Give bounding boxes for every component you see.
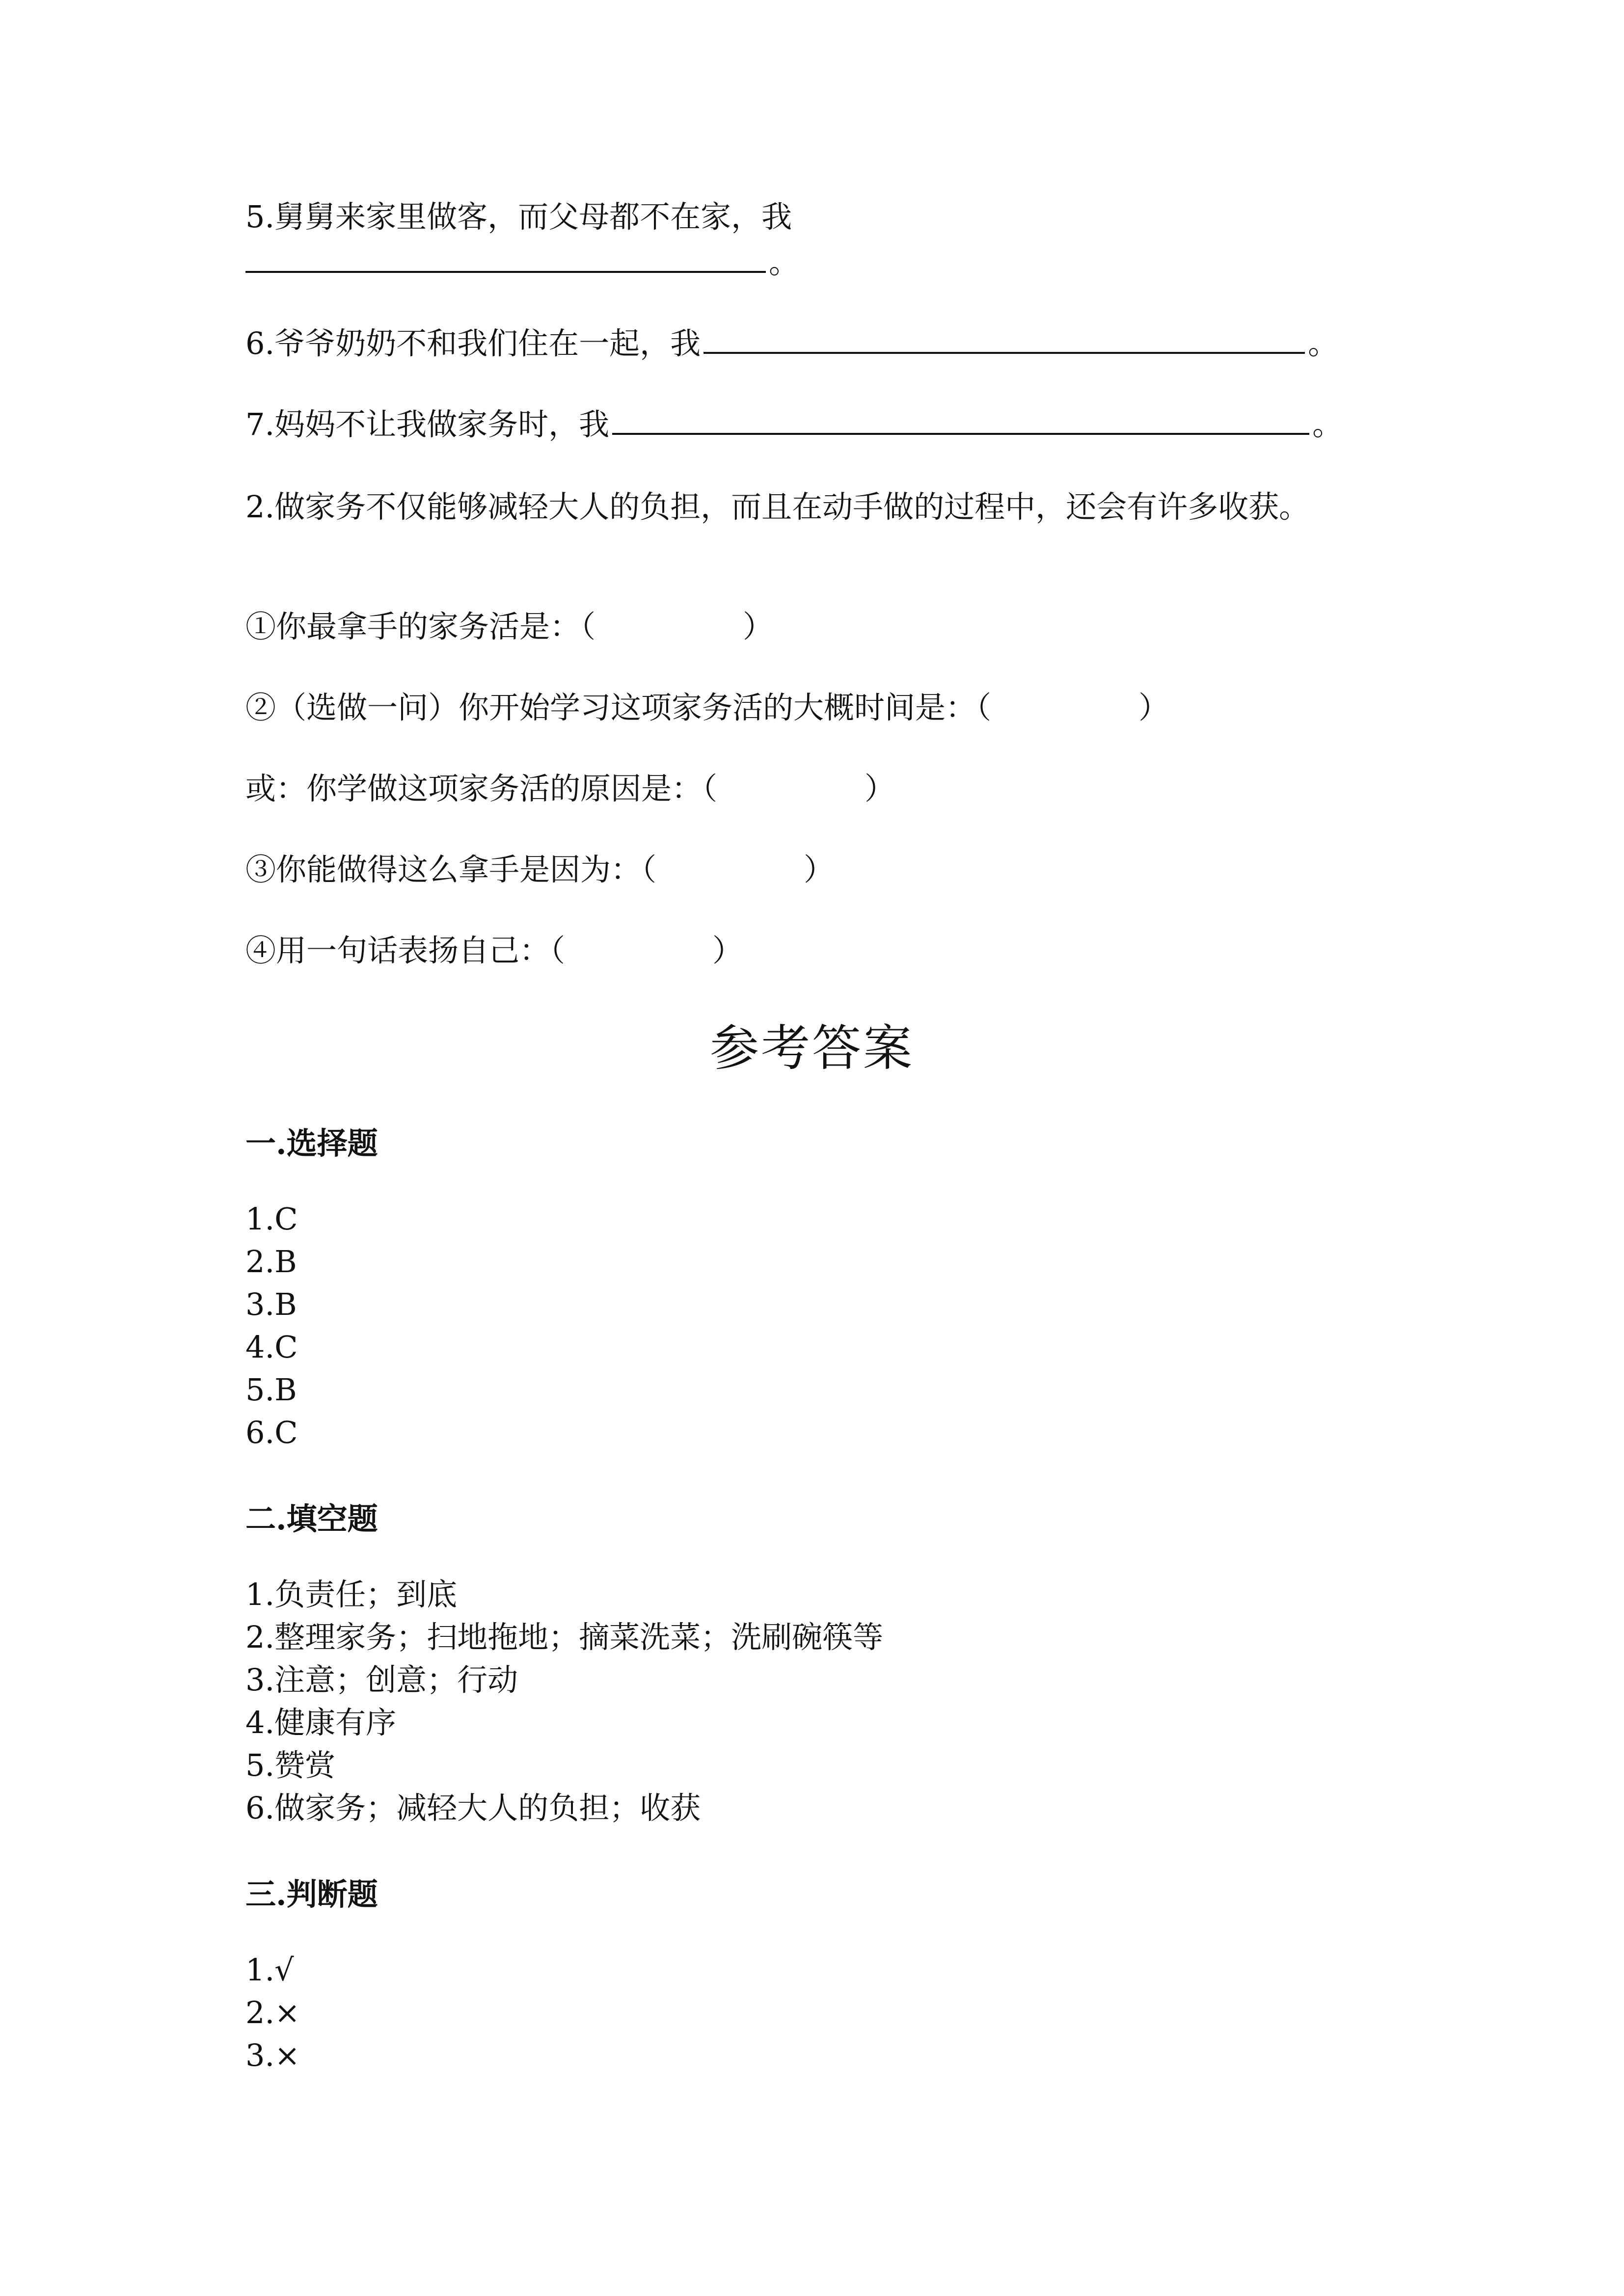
answer-key-title: 参考答案	[710, 1019, 914, 1077]
question-5-text: 5.舅舅来家里做客，而父母都不在家，我	[245, 199, 792, 235]
answer-list-judge	[245, 1949, 300, 2077]
question-6-end: 。	[1308, 325, 1339, 361]
sub-question-2	[245, 687, 1169, 728]
answer-item: 1.负责任；到底	[245, 1576, 458, 1612]
question-5-answer-line	[245, 240, 799, 283]
answer-item: 1.√	[245, 1952, 294, 1988]
question-5	[245, 196, 792, 238]
answer-item: 4.健康有序	[245, 1705, 397, 1740]
close-paren: ）	[865, 771, 895, 806]
answer-blank-5[interactable]	[245, 240, 766, 273]
answer-item: 2.B	[245, 1244, 297, 1280]
question-2: 2.做家务不仅能够减轻大人的负担，而且在动手做的过程中，还会有许多收获。	[245, 489, 1310, 525]
answer-item: 4.C	[245, 1329, 298, 1365]
answer-item: 5.B	[245, 1372, 297, 1408]
sub-question-3	[245, 849, 834, 890]
sub-question-4	[245, 930, 743, 971]
sub-question-2b-text: 或：你学做这项家务活的原因是：（	[245, 771, 718, 806]
answer-item: 3.×	[245, 2037, 300, 2073]
question-7-text: 7.妈妈不让我做家务时，我	[245, 406, 610, 442]
section-heading-judge: 三.判断题	[245, 1876, 378, 1912]
close-paren: ）	[804, 852, 835, 887]
question-6-text: 6.爷爷奶奶不和我们住在一起，我	[245, 325, 701, 361]
answer-item: 2.×	[245, 1995, 300, 2030]
answer-blank-7[interactable]	[612, 402, 1309, 435]
answer-item: 6.做家务；减轻大人的负担；收获	[245, 1790, 701, 1826]
sub-question-2-text: ②（选做一问）你开始学习这项家务活的大概时间是：（	[245, 690, 992, 725]
close-paren: ）	[712, 933, 743, 968]
answer-list-choice	[245, 1198, 298, 1454]
answer-item: 1.C	[245, 1201, 298, 1237]
section-heading-fill: 二.填空题	[245, 1501, 378, 1537]
question-7	[245, 402, 1343, 445]
answer-item: 2.整理家务；扫地拖地；摘菜洗菜；洗刷碗筷等	[245, 1619, 884, 1655]
answer-list-fill	[245, 1573, 883, 1829]
sub-question-1	[245, 606, 773, 647]
close-paren: ）	[1138, 690, 1169, 725]
section-heading-choice: 一.选择题	[245, 1125, 378, 1161]
answer-item: 3.注意；创意；行动	[245, 1662, 518, 1698]
close-paren: ）	[743, 609, 774, 644]
sub-question-4-text: ④用一句话表扬自己：（	[245, 933, 566, 968]
question-6	[245, 321, 1338, 364]
answer-item: 5.赞赏	[245, 1747, 336, 1783]
answer-item: 6.C	[245, 1415, 298, 1450]
question-5-end: 。	[769, 244, 800, 280]
answer-item: 3.B	[245, 1286, 297, 1322]
sub-question-2b	[245, 768, 895, 809]
question-7-end: 。	[1312, 406, 1343, 442]
sub-question-1-text: ①你最拿手的家务活是：（	[245, 609, 596, 644]
sub-question-3-text: ③你能做得这么拿手是因为：（	[245, 852, 657, 887]
answer-blank-6[interactable]	[704, 321, 1305, 354]
